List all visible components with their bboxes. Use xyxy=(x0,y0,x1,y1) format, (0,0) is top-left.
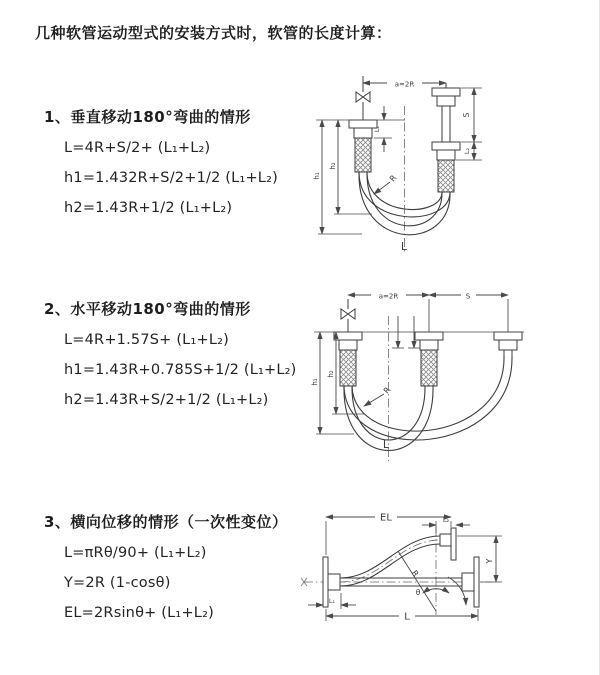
formula-el: EL=2Rsinθ+ (L₁+L₂) xyxy=(64,605,214,621)
formula-length: L=πRθ/90+ (L₁+L₂) xyxy=(64,545,207,561)
diagram-vertical-180-bend xyxy=(308,70,592,266)
formula-y: Y=2R (1-cosθ) xyxy=(64,575,171,591)
dim-label-s: S xyxy=(465,292,471,301)
length-label: L xyxy=(382,438,390,451)
dim-label-a2r: a=2R xyxy=(378,292,399,301)
dim-label-l1: L₁ xyxy=(373,125,381,133)
dim-label-h1: h₁ xyxy=(311,378,319,386)
formula-length: L=4R+S/2+ (L₁+L₂) xyxy=(64,140,211,156)
formula-h2: h2=1.43R+1/2 (L₁+L₂) xyxy=(64,200,233,216)
section-lateral-displacement xyxy=(44,511,316,635)
page-title: 几种软管运动型式的安装方式时，软管的长度计算： xyxy=(35,24,392,42)
dim-label-a2r: a=2R xyxy=(394,80,415,89)
length-label: L xyxy=(400,240,408,253)
formula-h1: h1=1.432R+S/2+1/2 (L₁+L₂) xyxy=(64,170,278,186)
dim-label-s: S xyxy=(462,112,471,118)
diagram-horizontal-180-bend xyxy=(306,282,600,474)
section-horizontal-movement xyxy=(44,298,316,422)
dim-label-el: EL xyxy=(380,512,392,524)
middle-pipe-fitting xyxy=(415,299,443,386)
dimension-lines xyxy=(308,511,502,621)
dimension-lines xyxy=(316,77,482,234)
section-3-heading: 3、横向位移的情形（一次性变位） xyxy=(44,513,288,531)
formula-h1: h1=1.43R+0.785S+1/2 (L₁+L₂) xyxy=(64,362,297,378)
dim-label-l2: L₂ xyxy=(442,516,450,524)
diagram-1-svg xyxy=(308,70,592,266)
dim-label-h1: h₁ xyxy=(313,172,321,180)
diagram-lateral-displacement xyxy=(296,503,600,653)
upper-flange xyxy=(440,528,456,560)
angle-label: θ xyxy=(415,588,421,597)
dim-label-y: Y xyxy=(485,558,494,564)
dimension-labels xyxy=(329,513,494,623)
section-vertical-movement xyxy=(44,106,316,230)
left-pipe-fitting xyxy=(334,332,362,386)
dim-label-l2: L₂ xyxy=(463,147,471,155)
formula-h2: h2=1.43R+S/2+1/2 (L₁+L₂) xyxy=(64,392,269,408)
right-pipe-fitting xyxy=(432,83,460,192)
dim-label-h2: h₂ xyxy=(327,370,335,378)
dim-label-h2: h₂ xyxy=(329,162,337,170)
valve-icon xyxy=(341,299,355,332)
hose-curves xyxy=(359,172,450,235)
right-pipe-fitting xyxy=(494,299,522,356)
section-1-heading: 1、垂直移动180°弯曲的情形 xyxy=(44,108,251,126)
dim-label-l1: L₁ xyxy=(328,597,336,605)
right-flange xyxy=(462,557,479,607)
diagram-3-svg xyxy=(296,503,600,653)
formula-length: L=4R+1.57S+ (L₁+L₂) xyxy=(64,332,229,348)
radius-label: R xyxy=(381,385,393,396)
section-2-heading: 2、水平移动180°弯曲的情形 xyxy=(44,300,251,318)
radius-label: R xyxy=(387,173,399,184)
diagram-2-svg xyxy=(306,282,600,474)
radius-label: R xyxy=(409,568,421,579)
length-label: L xyxy=(404,611,410,623)
